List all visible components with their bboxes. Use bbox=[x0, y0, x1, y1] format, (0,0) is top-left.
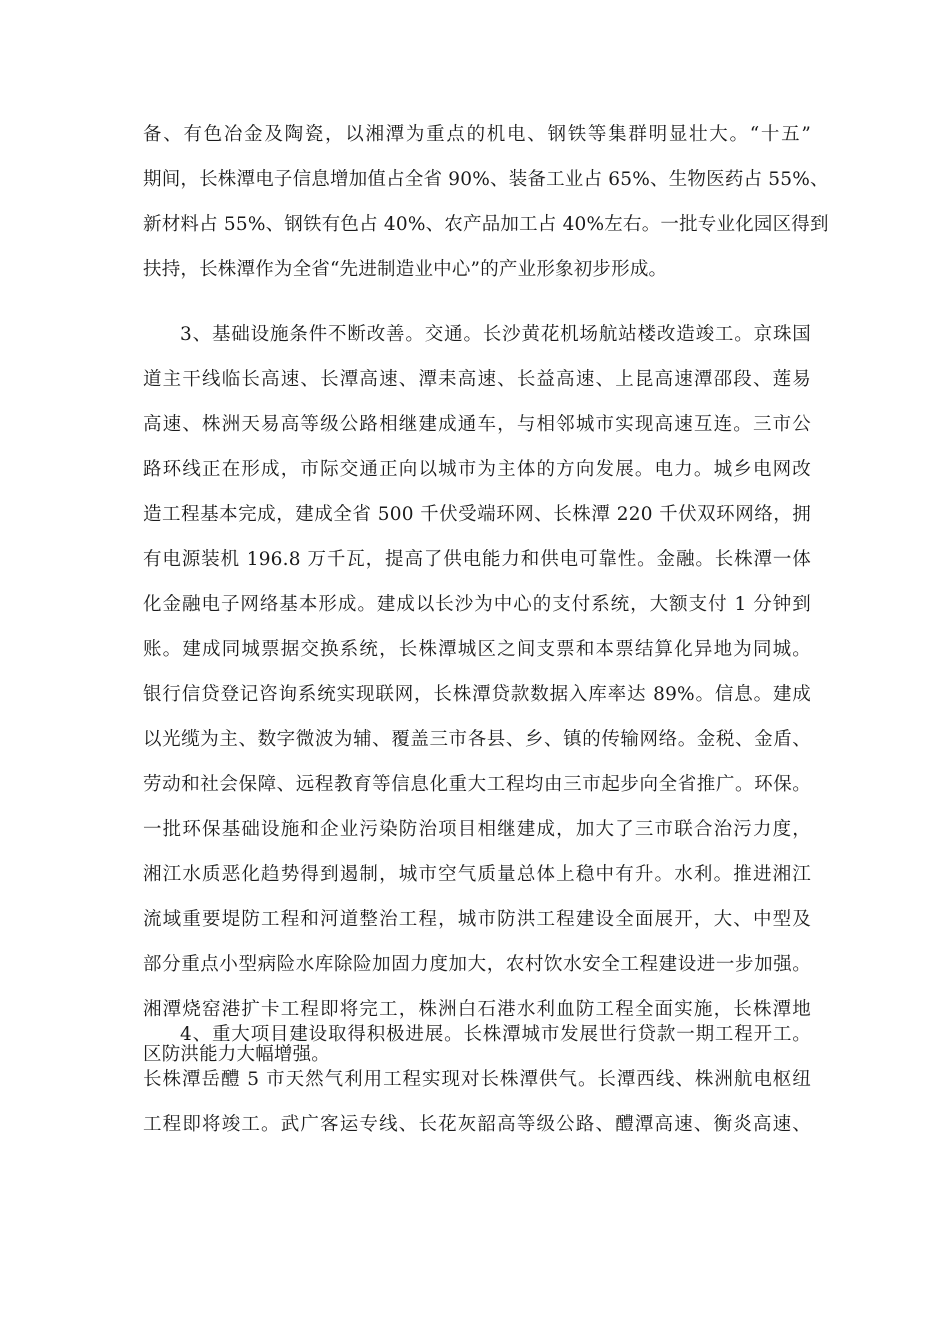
text-line: 路环线正在形成，市际交通正向以城市为主体的方向发展。电力。城乡电网改 bbox=[143, 459, 811, 480]
text-line: 备、有色冶金及陶瓷，以湘潭为重点的机电、钢铁等集群明显壮大。“十五” bbox=[143, 124, 811, 145]
text-line: 长株潭岳醴 5 市天然气利用工程实现对长株潭供气。长潭西线、株洲航电枢纽 bbox=[143, 1069, 812, 1090]
paragraph-major-projects bbox=[143, 1012, 811, 1147]
text-line: 新材料占 55%、钢铁有色占 40%、农产品加工占 40%左右。一批专业化园区得到 bbox=[143, 214, 829, 235]
paragraph-infrastructure bbox=[143, 312, 811, 1077]
text-line: 4、重大项目建设取得积极进展。长株潭城市发展世行贷款一期工程开工。 bbox=[180, 1024, 811, 1045]
text-line: 部分重点小型病险水库除险加固力度加大，农村饮水安全工程建设进一步加强。 bbox=[143, 954, 811, 975]
text-line: 期间，长株潭电子信息增加值占全省 90%、装备工业占 65%、生物医药占 55%、 bbox=[143, 169, 829, 190]
text-line: 高速、株洲天易高等级公路相继建成通车，与相邻城市实现高速互连。三市公 bbox=[143, 414, 811, 435]
text-line: 以光缆为主、数字微波为辅、覆盖三市各县、乡、镇的传输网络。金税、金盾、 bbox=[143, 729, 811, 750]
text-line: 化金融电子网络基本形成。建成以长沙为中心的支付系统，大额支付 1 分钟到 bbox=[143, 594, 811, 615]
text-line: 扶持，长株潭作为全省“先进制造业中心”的产业形象初步形成。 bbox=[143, 259, 668, 280]
text-line: 湘潭烧窑港扩卡工程即将完工，株洲白石港水利血防工程全面实施，长株潭地 bbox=[143, 999, 811, 1020]
text-line: 流域重要堤防工程和河道整治工程，城市防洪工程建设全面展开，大、中型及 bbox=[143, 909, 811, 930]
text-line: 区防洪能力大幅增强。 bbox=[143, 1044, 331, 1065]
text-line: 银行信贷登记咨询系统实现联网，长株潭贷款数据入库率达 89%。信息。建成 bbox=[143, 684, 811, 705]
text-line: 账。建成同城票据交换系统，长株潭城区之间支票和本票结算化异地为同城。 bbox=[143, 639, 811, 660]
text-line: 劳动和社会保障、远程教育等信息化重大工程均由三市起步向全省推广。环保。 bbox=[143, 774, 811, 795]
text-line: 一批环保基础设施和企业污染防治项目相继建成，加大了三市联合治污力度， bbox=[143, 819, 811, 840]
text-line: 造工程基本完成，建成全省 500 千伏受端环网、长株潭 220 千伏双环网络，拥 bbox=[143, 504, 811, 525]
text-line: 道主干线临长高速、长潭高速、潭耒高速、长益高速、上昆高速潭邵段、莲易 bbox=[143, 369, 811, 390]
paragraph-industry bbox=[143, 112, 829, 292]
text-line: 工程即将竣工。武广客运专线、长花灰韶高等级公路、醴潭高速、衡炎高速、 bbox=[143, 1114, 811, 1135]
text-line: 有电源装机 196.8 万千瓦，提高了供电能力和供电可靠性。金融。长株潭一体 bbox=[143, 549, 811, 570]
text-line: 3、基础设施条件不断改善。交通。长沙黄花机场航站楼改造竣工。京珠国 bbox=[180, 324, 811, 345]
text-line: 湘江水质恶化趋势得到遏制，城市空气质量总体上稳中有升。水利。推进湘江 bbox=[143, 864, 811, 885]
